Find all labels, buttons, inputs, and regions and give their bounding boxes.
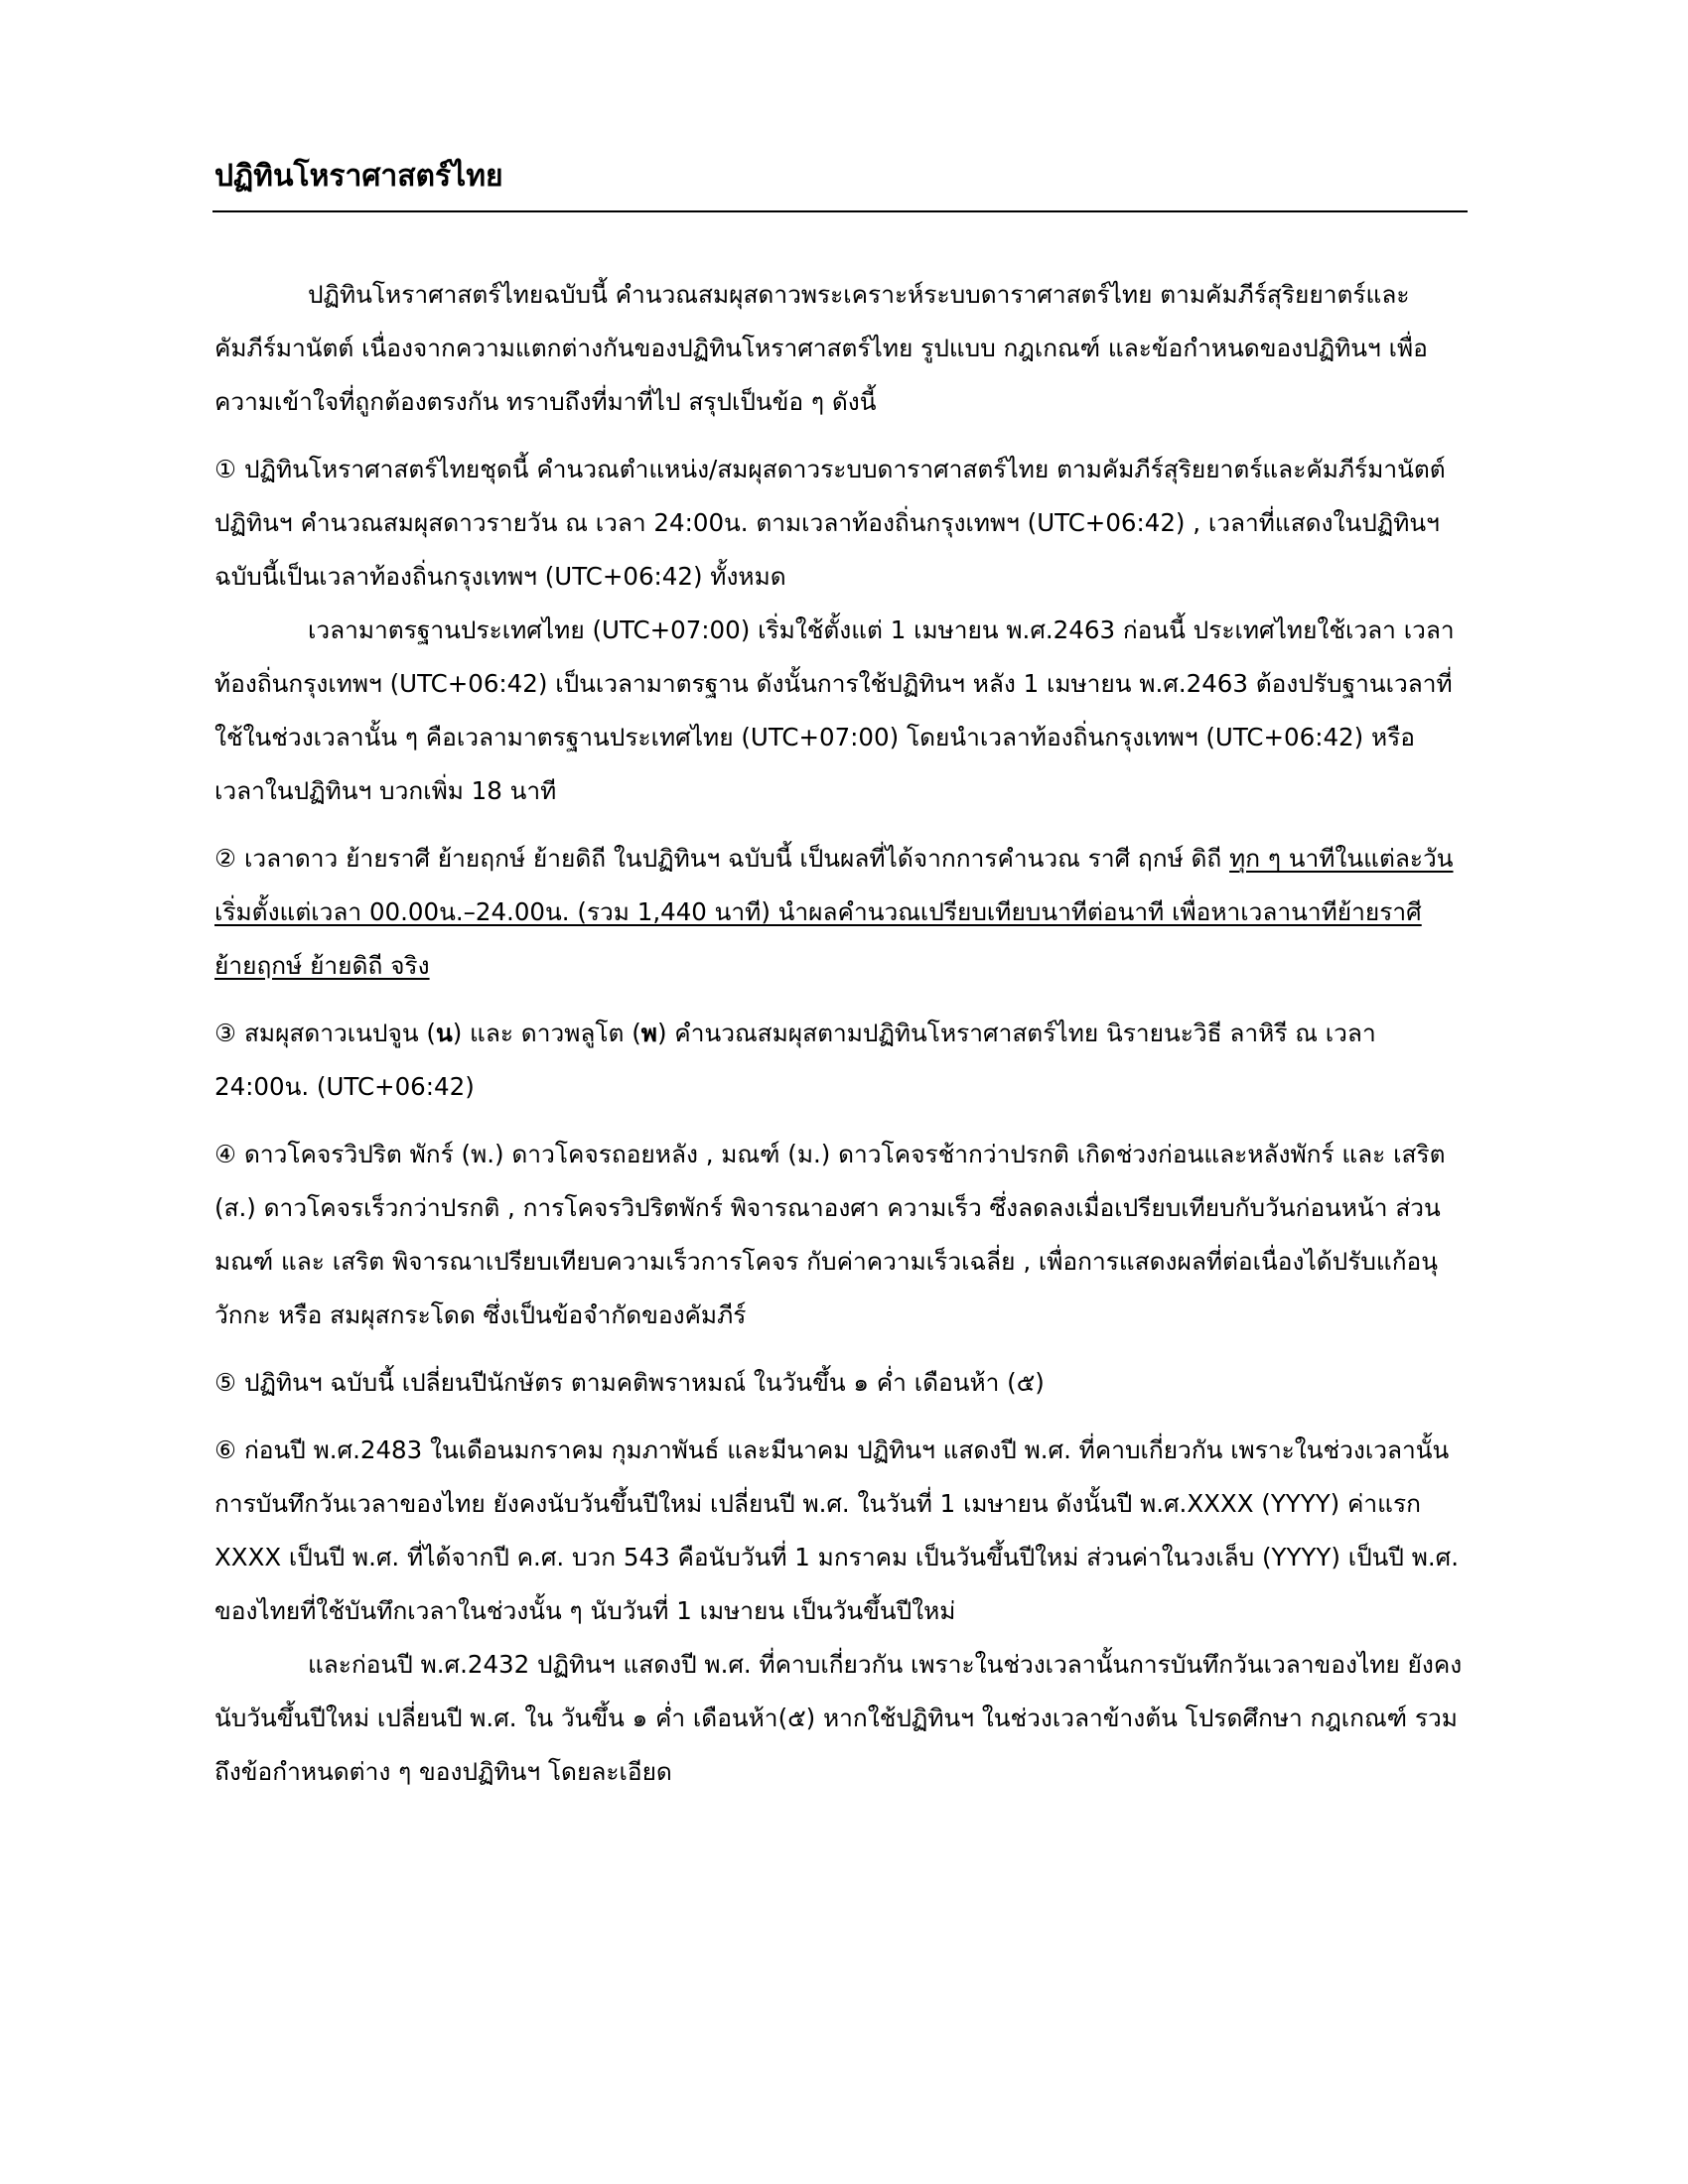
item-3-paragraph <box>214 1007 1468 1114</box>
item-3-number: ③ <box>214 1019 236 1047</box>
item-6-paragraph <box>214 1424 1468 1638</box>
item-6-continuation: และก่อนปี พ.ศ.2432 ปฏิทินฯ แสดงปี พ.ศ. ที่คาบเกี่ยวกัน เพราะในช่วงเวลานั้นการบันทึกวันเวลาของไทย ยังคงนับวันขึ้นปีใหม่ เปลี่ยนปี พ.ศ. ใน วันขึ้น ๑ ค่ำ เดือนห้า(๕) หากใช้ปฏิทินฯ ในช่วงเวลาข้างต้น โปรดศึกษา กฎเกณฑ์ รวมถึงข้อกำหนดต่าง ๆ ของปฏิทินฯ โดยละเอียด <box>214 1650 1463 1786</box>
neptune-symbol: น <box>435 1019 453 1047</box>
item-6-number: ⑥ <box>214 1435 236 1464</box>
pluto-symbol: พ <box>640 1019 657 1047</box>
item-2-paragraph <box>214 832 1468 993</box>
item-1-text: ปฏิทินโหราศาสตร์ไทยชุดนี้ คำนวณตำแหน่ง/สมผุสดาวระบบดาราศาสตร์ไทย ตามคัมภีร์สุริยยาตร์และคัมภีร์มานัตต์ ปฏิทินฯ คำนวณสมผุสดาวรายวัน ณ เวลา 24:00น. ตามเวลาท้องถิ่นกรุงเทพฯ (UTC+06:42) , เวลาที่แสดงในปฏิทินฯ ฉบับนี้เป็นเวลาท้องถิ่นกรุงเทพฯ (UTC+06:42) ทั้งหมด <box>214 455 1446 591</box>
item-2-text: เวลาดาว ย้ายราศี ย้ายฤกษ์ ย้ายดิถี ในปฏิทินฯ ฉบับนี้ เป็นผลที่ได้จากการคำนวณ ราศี ฤกษ์ ดิถี <box>243 844 1222 873</box>
item-1-continuation: เวลามาตรฐานประเทศไทย (UTC+07:00) เริ่มใช้ตั้งแต่ 1 เมษายน พ.ศ.2463 ก่อนนี้ ประเทศไทยใช้เวลา เวลาท้องถิ่นกรุงเทพฯ (UTC+06:42) เป็นเวลามาตรฐาน ดังนั้นการใช้ปฏิทินฯ หลัง 1 เมษายน พ.ศ.2463 ต้องปรับฐานเวลาที่ใช้ในช่วงเวลานั้น ๆ คือเวลามาตรฐานประเทศไทย (UTC+07:00) โดยนำเวลาท้องถิ่นกรุงเทพฯ (UTC+06:42) หรือ เวลาในปฏิทินฯ บวกเพิ่ม 18 นาที <box>214 615 1455 805</box>
title-divider <box>212 210 1468 212</box>
item-4-text: ดาวโคจรวิปริต พักร์ (พ.) ดาวโคจรถอยหลัง , มณฑ์ (ม.) ดาวโคจรช้ากว่าปรกติ เกิดช่วงก่อนและหลังพักร์ และ เสริต (ส.) ดาวโคจรเร็วกว่าปรกติ , การโคจรวิปริตพักร์ พิจารณาองศา ความเร็ว ซึ่งลดลงเมื่อเปรียบเทียบกับวันก่อนหน้า ส่วน มณฑ์ และ เสริต พิจารณาเปรียบเทียบความเร็วการโคจร กับค่าความเร็วเฉลี่ย , เพื่อการแสดงผลที่ต่อเนื่องได้ปรับแก้อนุวักกะ หรือ สมผุสกระโดด ซึ่งเป็นข้อจำกัดของคัมภีร์ <box>214 1140 1446 1329</box>
item-5-paragraph <box>214 1356 1468 1410</box>
item-4-paragraph <box>214 1128 1468 1342</box>
item-4-number: ④ <box>214 1140 236 1168</box>
item-3-text-part1: สมผุสดาวเนปจูน ( <box>243 1019 436 1047</box>
document-body <box>214 268 1468 1799</box>
item-5-text: ปฏิทินฯ ฉบับนี้ เปลี่ยนปีนักษัตร ตามคติพราหมณ์ ในวันขึ้น ๑ ค่ำ เดือนห้า (๕) <box>243 1368 1045 1397</box>
item-1-number: ① <box>214 455 236 483</box>
item-2-underlined-text: ทุก ๆ นาทีในแต่ละวัน เริ่มตั้งแต่เวลา 00.00น.–24.00น. (รวม 1,440 นาที) นำผลคำนวณเปรียบเทียบนาทีต่อนาที เพื่อหาเวลานาทีย้ายราศี ย้ายฤกษ์ ย้ายดิถี จริง <box>214 844 1454 980</box>
item-2-number: ② <box>214 844 236 873</box>
item-3-text-part3: ) คำนวณสมผุสตามปฏิทินโหราศาสตร์ไทย นิรายนะวิธี ลาหิรี ณ เวลา 24:00น. (UTC+06:42) <box>214 1019 1376 1101</box>
item-6-text: ก่อนปี พ.ศ.2483 ในเดือนมกราคม กุมภาพันธ์ และมีนาคม ปฏิทินฯ แสดงปี พ.ศ. ที่คาบเกี่ยวกัน เพราะในช่วงเวลานั้นการบันทึกวันเวลาของไทย ยังคงนับวันขึ้นปีใหม่ เปลี่ยนปี พ.ศ. ในวันที่ 1 เมษายน ดังนั้นปี พ.ศ.XXXX (YYYY) ค่าแรก XXXX เป็นปี พ.ศ. ที่ได้จากปี ค.ศ. บวก 543 คือนับวันที่ 1 มกราคม เป็นวันขึ้นปีใหม่ ส่วนค่าในวงเล็บ (YYYY) เป็นปี พ.ศ. ของไทยที่ใช้บันทึกเวลาในช่วงนั้น ๆ นับวันที่ 1 เมษายน เป็นวันขึ้นปีใหม่ <box>214 1435 1460 1625</box>
page-title: ปฏิทินโหราศาสตร์ไทย <box>214 159 503 194</box>
item-3-text-part2: ) และ ดาวพลูโต ( <box>452 1019 641 1047</box>
item-5-number: ⑤ <box>214 1368 236 1397</box>
intro-paragraph: ปฏิทินโหราศาสตร์ไทยฉบับนี้ คำนวณสมผุสดาวพระเคราะห์ระบบดาราศาสตร์ไทย ตามคัมภีร์สุริยยาตร์และคัมภีร์มานัตต์ เนื่องจากความแตกต่างกันของปฏิทินโหราศาสตร์ไทย รูปแบบ กฎเกณฑ์ และข้อกำหนดของปฏิทินฯ เพื่อความเข้าใจที่ถูกต้องตรงกัน ทราบถึงที่มาที่ไป สรุปเป็นข้อ ๆ ดังนี้ <box>214 280 1428 416</box>
item-1-paragraph <box>214 443 1468 604</box>
